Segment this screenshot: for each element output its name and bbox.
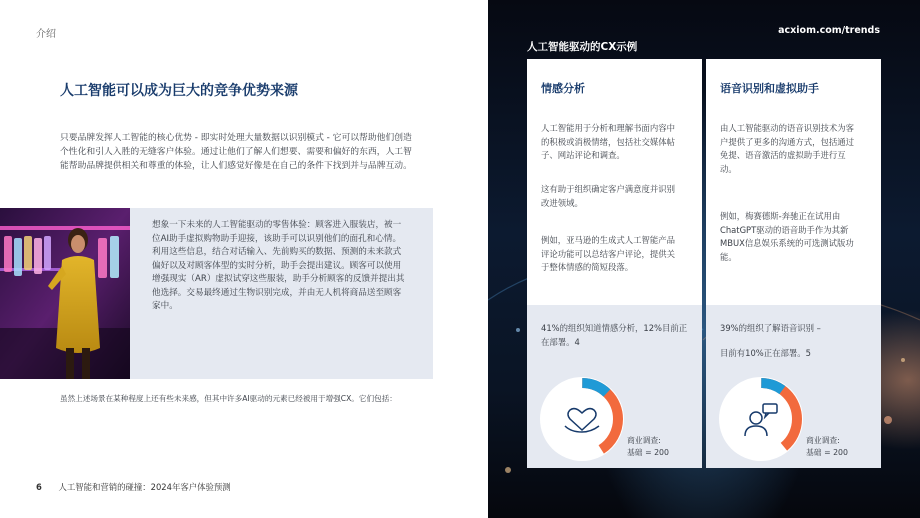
card-paragraph-3: 例如，亚马逊的生成式人工智能产品评论功能可以总结客户评论，提供关于整体情感的简短段落。 — [541, 235, 675, 272]
card-paragraph-1: 由人工智能驱动的语音识别技术为客户提供了更多的沟通方式，包括通过免提、语音激活的虚拟助手进行互动。 — [720, 123, 854, 174]
footer-title: 人工智能和营销的碰撞：2024年客户体验预测 — [58, 482, 231, 492]
card-title: 情感分析 — [541, 82, 585, 95]
footer — [36, 481, 231, 493]
section-label: 介绍 — [36, 29, 56, 40]
intro-paragraph: 只要品牌发挥人工智能的核心优势 - 即实时处理大量数据以识别模式 - 它可以帮助他们创造个性化和引人入胜的无缝客户体验。通过让他们了解人们想要、需要和偏好的东西，人工智能帮助品牌提供相关和尊重的体验，让人们感觉好像是在自己的条件下找到并与品牌互动。 — [60, 133, 412, 172]
stat-text-line-2: 目前有10%正在部署。5 — [720, 348, 811, 358]
donut-chart — [537, 374, 627, 464]
retail-photo — [0, 208, 130, 379]
retail-photo-illustration — [0, 208, 130, 379]
card-paragraph-1: 人工智能用于分析和理解书面内容中的积极或消极情绪，包括社交媒体帖子、网站评论和调查。 — [541, 123, 675, 160]
card-paragraph-2: 例如，梅赛德斯-奔驰正在试用由ChatGPT驱动的语音助手作为其新MBUX信息娱乐系统的可选测试版功能。 — [720, 211, 854, 262]
survey-note — [627, 435, 669, 459]
outro-paragraph: 虽然上述场景在某种程度上还有些未来感，但其中许多AI驱动的元素已经被用于增强CX。它们包括： — [60, 394, 397, 403]
card-title: 语音识别和虚拟助手 — [720, 82, 819, 95]
right-page — [488, 0, 920, 518]
page-number: 6 — [36, 482, 42, 492]
page-heading: 人工智能可以成为巨大的竞争优势来源 — [60, 83, 298, 99]
scenario-text: 想象一下未来的人工智能驱动的零售体验：顾客进入服装店，被一位AI助手虚拟购物助手迎接，该助手可以识别他们的面孔和心情。利用这些信息，结合对话输入、先前购买的数据、预测的未来款式偏好以及对顾客体型的实时分析，助手会提出建议。顾客可以使用增强现实（AR）虚拟试穿这些服装，助手分析顾客的反馈并提出其他选择。交易最终通过生物识别完成，并由无人机将商品送至顾客家中。 — [152, 220, 405, 311]
survey-base: 基础 = 200 — [806, 448, 848, 457]
stat-text-line-1: 39%的组织了解语音识别 – — [720, 323, 821, 333]
survey-label: 商业调查: — [627, 436, 661, 445]
scenario-box — [130, 208, 433, 379]
survey-note — [806, 435, 848, 459]
card-voice-recognition — [706, 59, 881, 305]
survey-label: 商业调查: — [806, 436, 840, 445]
card-paragraph-2: 这有助于组织确定客户满意度并识别改进领域。 — [541, 184, 675, 208]
stat-panel-voice — [706, 305, 881, 468]
site-url[interactable]: acxiom.com/trends — [778, 25, 880, 36]
card-sentiment-analysis — [527, 59, 702, 305]
stat-text: 41%的组织知道情感分析，12%目前正在部署。4 — [541, 323, 688, 347]
cx-examples-title: 人工智能驱动的CX示例 — [527, 41, 638, 53]
stat-panel-sentiment — [527, 305, 702, 468]
survey-base: 基础 = 200 — [627, 448, 669, 457]
donut-chart — [716, 374, 806, 464]
